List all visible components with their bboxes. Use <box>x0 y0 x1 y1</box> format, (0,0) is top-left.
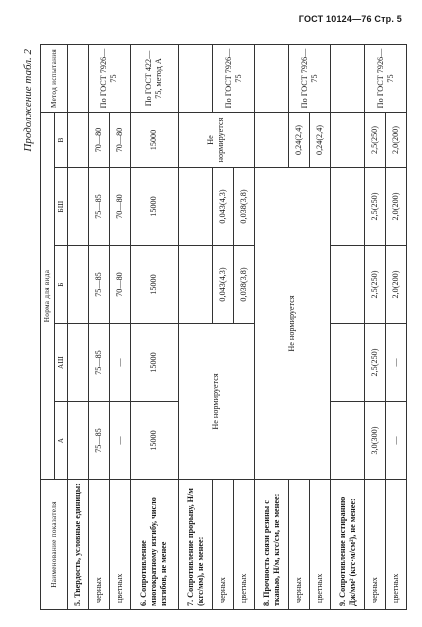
method-cell: По ГОСТ 7926—75 <box>289 44 331 112</box>
table-cell: 70—80 <box>89 112 110 167</box>
table-cell: 0,043(4,3) <box>213 246 234 324</box>
table-cell: 75—85 <box>89 168 110 246</box>
table-cell: 2,5(250) <box>365 168 386 246</box>
row-name: 5. Твердость, условные единицы: <box>68 480 89 610</box>
not-normed-cell-v: Не нормируется <box>178 112 254 167</box>
row-name: 8. Прочность связи резины с тканью, Н/м, кгс/см, не менее: <box>254 480 289 610</box>
table-cell: 2,5(250) <box>365 324 386 402</box>
header-indicator: Наименование показателя <box>41 480 68 610</box>
row-name: черных <box>365 480 386 610</box>
row-name: черных <box>289 480 310 610</box>
table-cell: 0,038(3,8) <box>234 246 255 324</box>
table-cell: 0,24(2,4) <box>310 112 331 167</box>
table-row <box>386 44 407 609</box>
row-name: 7. Сопротивление прорыву, Н/м (кгс/мм), не менее: <box>178 480 213 610</box>
table-cell: — <box>109 324 130 402</box>
row-name: цветных <box>310 480 331 610</box>
not-normed-cell: Не нормируется <box>254 168 330 480</box>
table-cell: 3,0(300) <box>365 402 386 480</box>
table-row <box>68 44 89 609</box>
table-row <box>330 44 365 609</box>
table-cell: 15000 <box>130 168 178 246</box>
header-type-ash: АШ <box>54 324 68 402</box>
table-row <box>109 44 130 609</box>
header-method: Метод испытания <box>41 44 68 112</box>
not-normed-cell: Не нормируется <box>178 324 254 480</box>
table-row <box>178 44 213 609</box>
table-row <box>365 44 386 609</box>
table-cell: 15000 <box>130 402 178 480</box>
table-row <box>130 44 178 609</box>
table-cell: 0,24(2,4) <box>289 112 310 167</box>
row-name: черных <box>213 480 234 610</box>
table-cell: 75—85 <box>89 324 110 402</box>
row-name: 6. Сопротивление многократному изгибу, число изгибов, не менее <box>130 480 178 610</box>
table-cell: 15000 <box>130 324 178 402</box>
table-cell: 2,0(200) <box>386 112 407 167</box>
header-type-bsh: БШ <box>54 168 68 246</box>
row-name: 9. Сопротивление истиранию Дж/мм² (кгс·м/см²), не менее: <box>330 480 365 610</box>
row-name: цветных <box>109 480 130 610</box>
table-cell: 2,0(200) <box>386 168 407 246</box>
table-cell: — <box>109 402 130 480</box>
header-type-a: А <box>54 402 68 480</box>
table-cell: 2,0(200) <box>386 246 407 324</box>
row-name: цветных <box>234 480 255 610</box>
method-cell: По ГОСТ 7926—75 <box>213 44 255 112</box>
table-cell: 15000 <box>130 112 178 167</box>
method-cell: По ГОСТ 7926—75 <box>365 44 407 112</box>
header-type-v: В <box>54 112 68 167</box>
table-cell: 70—80 <box>109 112 130 167</box>
method-cell: По ГОСТ 422—75, метод А <box>130 44 178 112</box>
table-cell: 75—85 <box>89 246 110 324</box>
norms-table <box>40 44 407 610</box>
table-cell: 70—80 <box>109 246 130 324</box>
table-row <box>254 44 289 609</box>
page-header: ГОСТ 10124—76 Стр. 5 <box>298 14 402 24</box>
row-name: цветных <box>386 480 407 610</box>
table-cell: 0,038(3,8) <box>234 168 255 246</box>
table-cell: — <box>386 402 407 480</box>
table-cell: 75—85 <box>89 402 110 480</box>
rotated-table-block <box>22 45 407 610</box>
table-cell: 2,5(250) <box>365 112 386 167</box>
header-type-b: Б <box>54 246 68 324</box>
method-cell: По ГОСТ 7926—75 <box>89 44 131 112</box>
header-norm: Норма для вида <box>41 112 55 479</box>
row-name: черных <box>89 480 110 610</box>
continuation-label: Продолжение табл. 2 <box>22 49 34 152</box>
table-header-row <box>41 44 55 609</box>
table-cell: — <box>386 324 407 402</box>
table-cell: 15000 <box>130 246 178 324</box>
table-row <box>89 44 110 609</box>
table-cell: 2,5(250) <box>365 246 386 324</box>
table-cell: 70—80 <box>109 168 130 246</box>
table-cell: 0,043(4,3) <box>213 168 234 246</box>
